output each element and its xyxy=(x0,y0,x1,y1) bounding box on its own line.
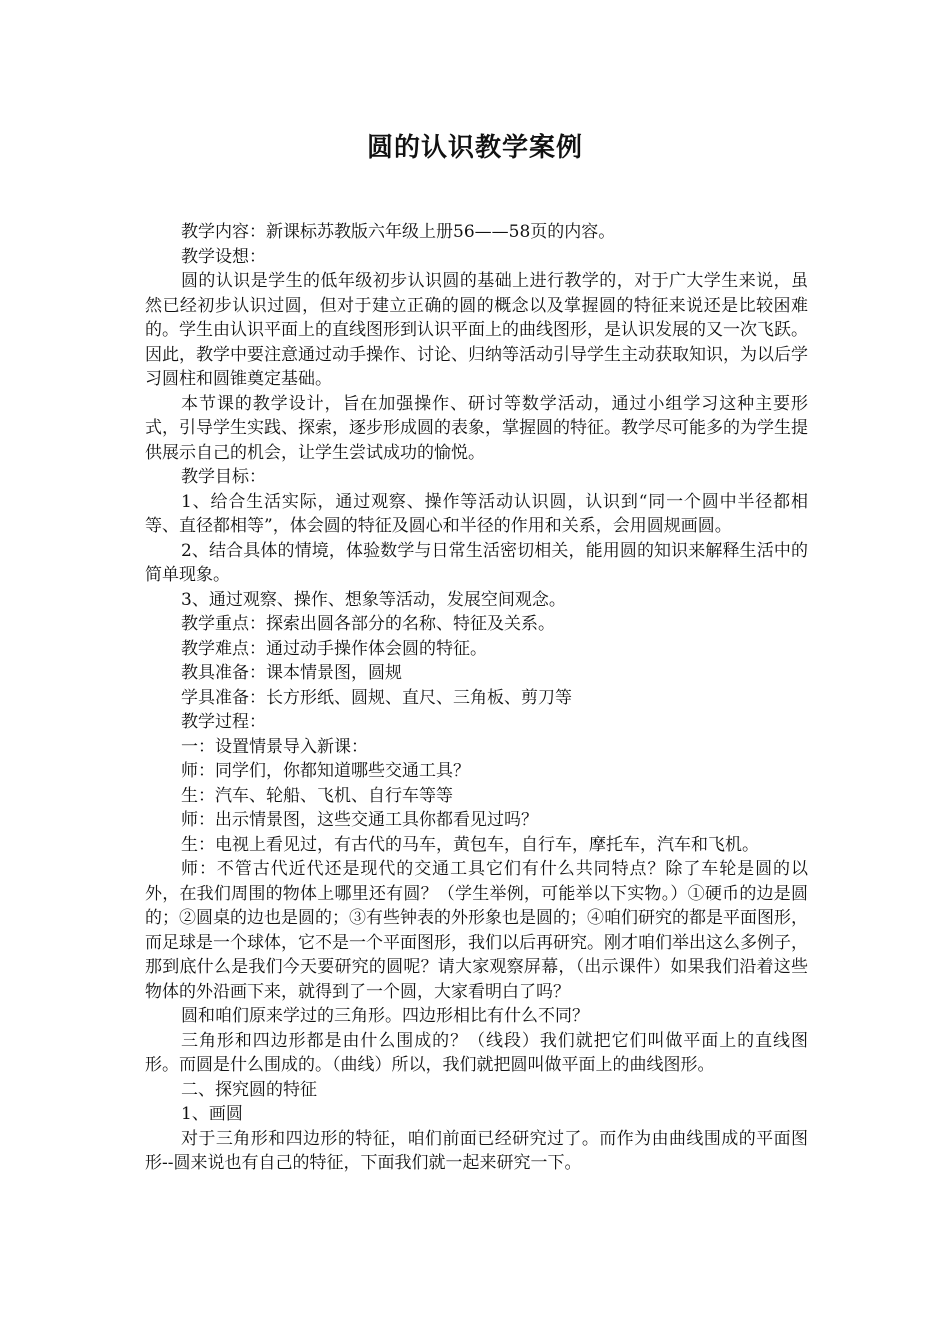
paragraph: 教学重点：探索出圆各部分的名称、特征及关系。 xyxy=(181,614,555,634)
paragraph: 师：同学们，你都知道哪些交通工具？ xyxy=(181,761,470,781)
paragraph: 教学过程： xyxy=(181,712,266,732)
paragraph: 三角形和四边形都是由什么围成的？（线段）我们就把它们叫做平面上的直线图形。而圆是什么围成的。（曲线）所以，我们就把圆叫做平面上的曲线图形。 xyxy=(145,1030,808,1075)
paragraph: 圆的认识是学生的低年级初步认识圆的基础上进行教学的，对于广大学生来说，虽然已经初步认识过圆，但对于建立正确的圆的概念以及掌握圆的特征来说还是比较困难的。学生由认识平面上的直线图形到认识平面上的曲线图形，是认识发展的又一次飞跃。因此，教学中要注意通过动手操作、讨论、归纳等活动引导学生主动获取知识，为以后学习圆柱和圆锥奠定基础。 xyxy=(145,271,808,389)
paragraph: 生：电视上看见过，有古代的马车，黄包车，自行车，摩托车，汽车和飞机。 xyxy=(181,834,759,855)
paragraph: 对于三角形和四边形的特征，咱们前面已经研究过了。而作为由曲线围成的平面图形--圆来说也有自己的特征，下面我们就一起来研究一下。 xyxy=(145,1128,808,1173)
paragraph: 师：出示情景图，这些交通工具你都看见过吗？ xyxy=(181,810,538,830)
paragraph: 1、画圆 xyxy=(181,1104,243,1124)
paragraph: 本节课的教学设计，旨在加强操作、研讨等数学活动，通过小组学习这种主要形式，引导学生实践、探索，逐步形成圆的表象，掌握圆的特征。教学尽可能多的为学生提供展示自己的机会，让学生尝试成功的愉悦。 xyxy=(145,393,808,463)
paragraph: 学具准备：长方形纸、圆规、直尺、三角板、剪刀等 xyxy=(181,687,572,708)
paragraph: 教学设想： xyxy=(181,246,266,267)
document-title: 圆的认识教学案例 xyxy=(366,133,583,163)
paragraph: 二、探究圆的特征 xyxy=(181,1079,317,1100)
paragraph: 3、通过观察、操作、想象等活动，发展空间观念。 xyxy=(181,589,566,610)
paragraph: 师：不管古代近代还是现代的交通工具它们有什么共同特点？除了车轮是圆的以外，在我们周围的物体上哪里还有圆？（学生举例，可能举以下实物。）①硬币的边是圆的；②圆桌的边也是圆的；③有些钟表的外形象也是圆的；④咱们研究的都是平面图形，而足球是一个球体，它不是一个平面图形，我们以后再研究。刚才咱们举出这么多例子，那到底什么是我们今天要研究的圆呢？请大家观察屏幕，（出示课件）如果我们沿着这些物体的外沿画下来，就得到了一个圆，大家看明白了吗？ xyxy=(145,859,808,1002)
paragraph: 一：设置情景导入新课： xyxy=(181,736,368,757)
paragraph: 2、结合具体的情境，体验数学与日常生活密切相关，能用圆的知识来解释生活中的简单现象。 xyxy=(145,540,808,585)
document-body xyxy=(145,220,808,1176)
paragraph: 教具准备：课本情景图，圆规 xyxy=(181,663,402,683)
paragraph: 圆和咱们原来学过的三角形。四边形相比有什么不同？ xyxy=(181,1006,589,1026)
paragraph: 教学目标： xyxy=(181,467,266,487)
paragraph: 教学难点：通过动手操作体会圆的特征。 xyxy=(181,638,487,659)
paragraph: 1、给合生活实际，通过观察、操作等活动认识圆，认识到“同一个圆中半径都相等、直径都相等”，体会圆的特征及圆心和半径的作用和关系，会用圆规画圆。 xyxy=(145,491,808,536)
paragraph: 教学内容：新课标苏教版六年级上册56——58页的内容。 xyxy=(181,222,616,242)
paragraph: 生：汽车、轮船、飞机、自行车等等 xyxy=(181,785,453,806)
